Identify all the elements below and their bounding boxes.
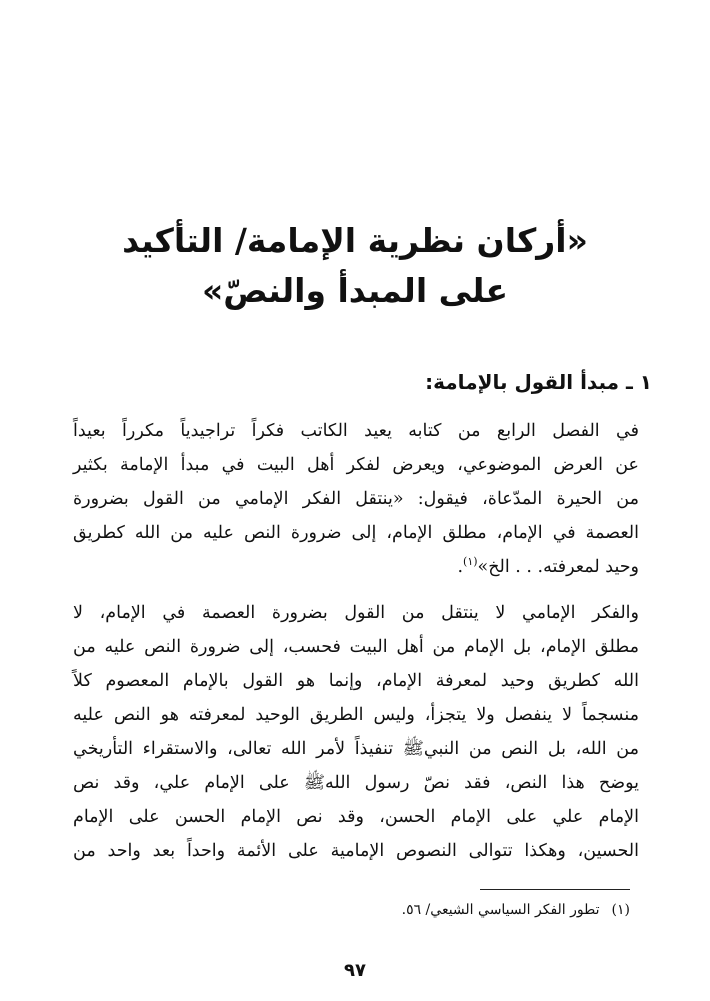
paragraph-2-line: مطلق الإمام، بل الإمام من أهل البيت فحسب، إلى ضرورة النص عليه من bbox=[73, 637, 639, 657]
paragraph-2-line: الله كطريق وحيد لمعرفة الإمام، وإنما هو القول بالإمام المعصوم كلاً bbox=[73, 671, 639, 691]
paragraph-2-line: يوضح هذا النص، فقد نصّ رسول اللهﷺ على الإمام علي، وقد نص bbox=[73, 773, 639, 793]
chapter-title-line-2: على المبدأ والنصّ» bbox=[201, 271, 509, 310]
paragraph-1-line: في الفصل الرابع من كتابه يعيد الكاتب فكراً تراجيدياً مكرراً بعيداً bbox=[73, 421, 639, 441]
paragraph-2-line: الحسين، وهكذا تتوالى النصوص الإمامية على الأئمة واحداً بعد واحد من bbox=[73, 841, 639, 861]
paragraph-1-line: من الحيرة المدّعاة، فيقول: «ينتقل الفكر الإمامي من القول بضرورة bbox=[73, 489, 639, 509]
footnote-divider bbox=[480, 889, 630, 890]
page-number: ٩٧ bbox=[344, 960, 366, 981]
paragraph-2-line: منسجماً لا ينفصل ولا يتجزأ، وليس الطريق الوحيد لمعرفته هو النص عليه bbox=[73, 705, 639, 725]
footnote-number: (١) bbox=[611, 902, 630, 918]
chapter-title-line-1: «أركان نظرية الإمامة/ التأكيد bbox=[122, 221, 588, 260]
section-heading: ١ ـ مبدأ القول بالإمامة: bbox=[425, 370, 652, 394]
footnote-text: تطور الفكر السياسي الشيعي/ ٥٦. bbox=[401, 902, 600, 918]
paragraph-1-line: عن العرض الموضوعي، ويعرض لفكر أهل البيت في مبدأ الإمامة بكثير bbox=[73, 455, 639, 475]
sentence-end-mark: . bbox=[457, 557, 464, 577]
paragraph-2-line: والفكر الإمامي لا ينتقل من القول بضرورة العصمة في الإمام، لا bbox=[73, 603, 639, 623]
footnote bbox=[402, 898, 630, 922]
footnote-reference[interactable]: (١) bbox=[463, 555, 478, 569]
paragraph-1-line: العصمة في الإمام، مطلق الإمام، إلى ضرورة النص عليه من الله كطريق bbox=[73, 523, 639, 543]
paragraph-1-line: وحيد لمعرفته. . . الخ» bbox=[477, 557, 639, 577]
paragraph-1-last-line bbox=[73, 550, 639, 584]
paragraph-2-line: من الله، بل النص من النبيﷺ تنفيذاً لأمر الله تعالى، والاستقراء التأريخي bbox=[73, 739, 639, 759]
paragraph-2-line: الإمام علي على الإمام الحسن، وقد نص الإمام الحسن على الإمام bbox=[73, 807, 639, 827]
